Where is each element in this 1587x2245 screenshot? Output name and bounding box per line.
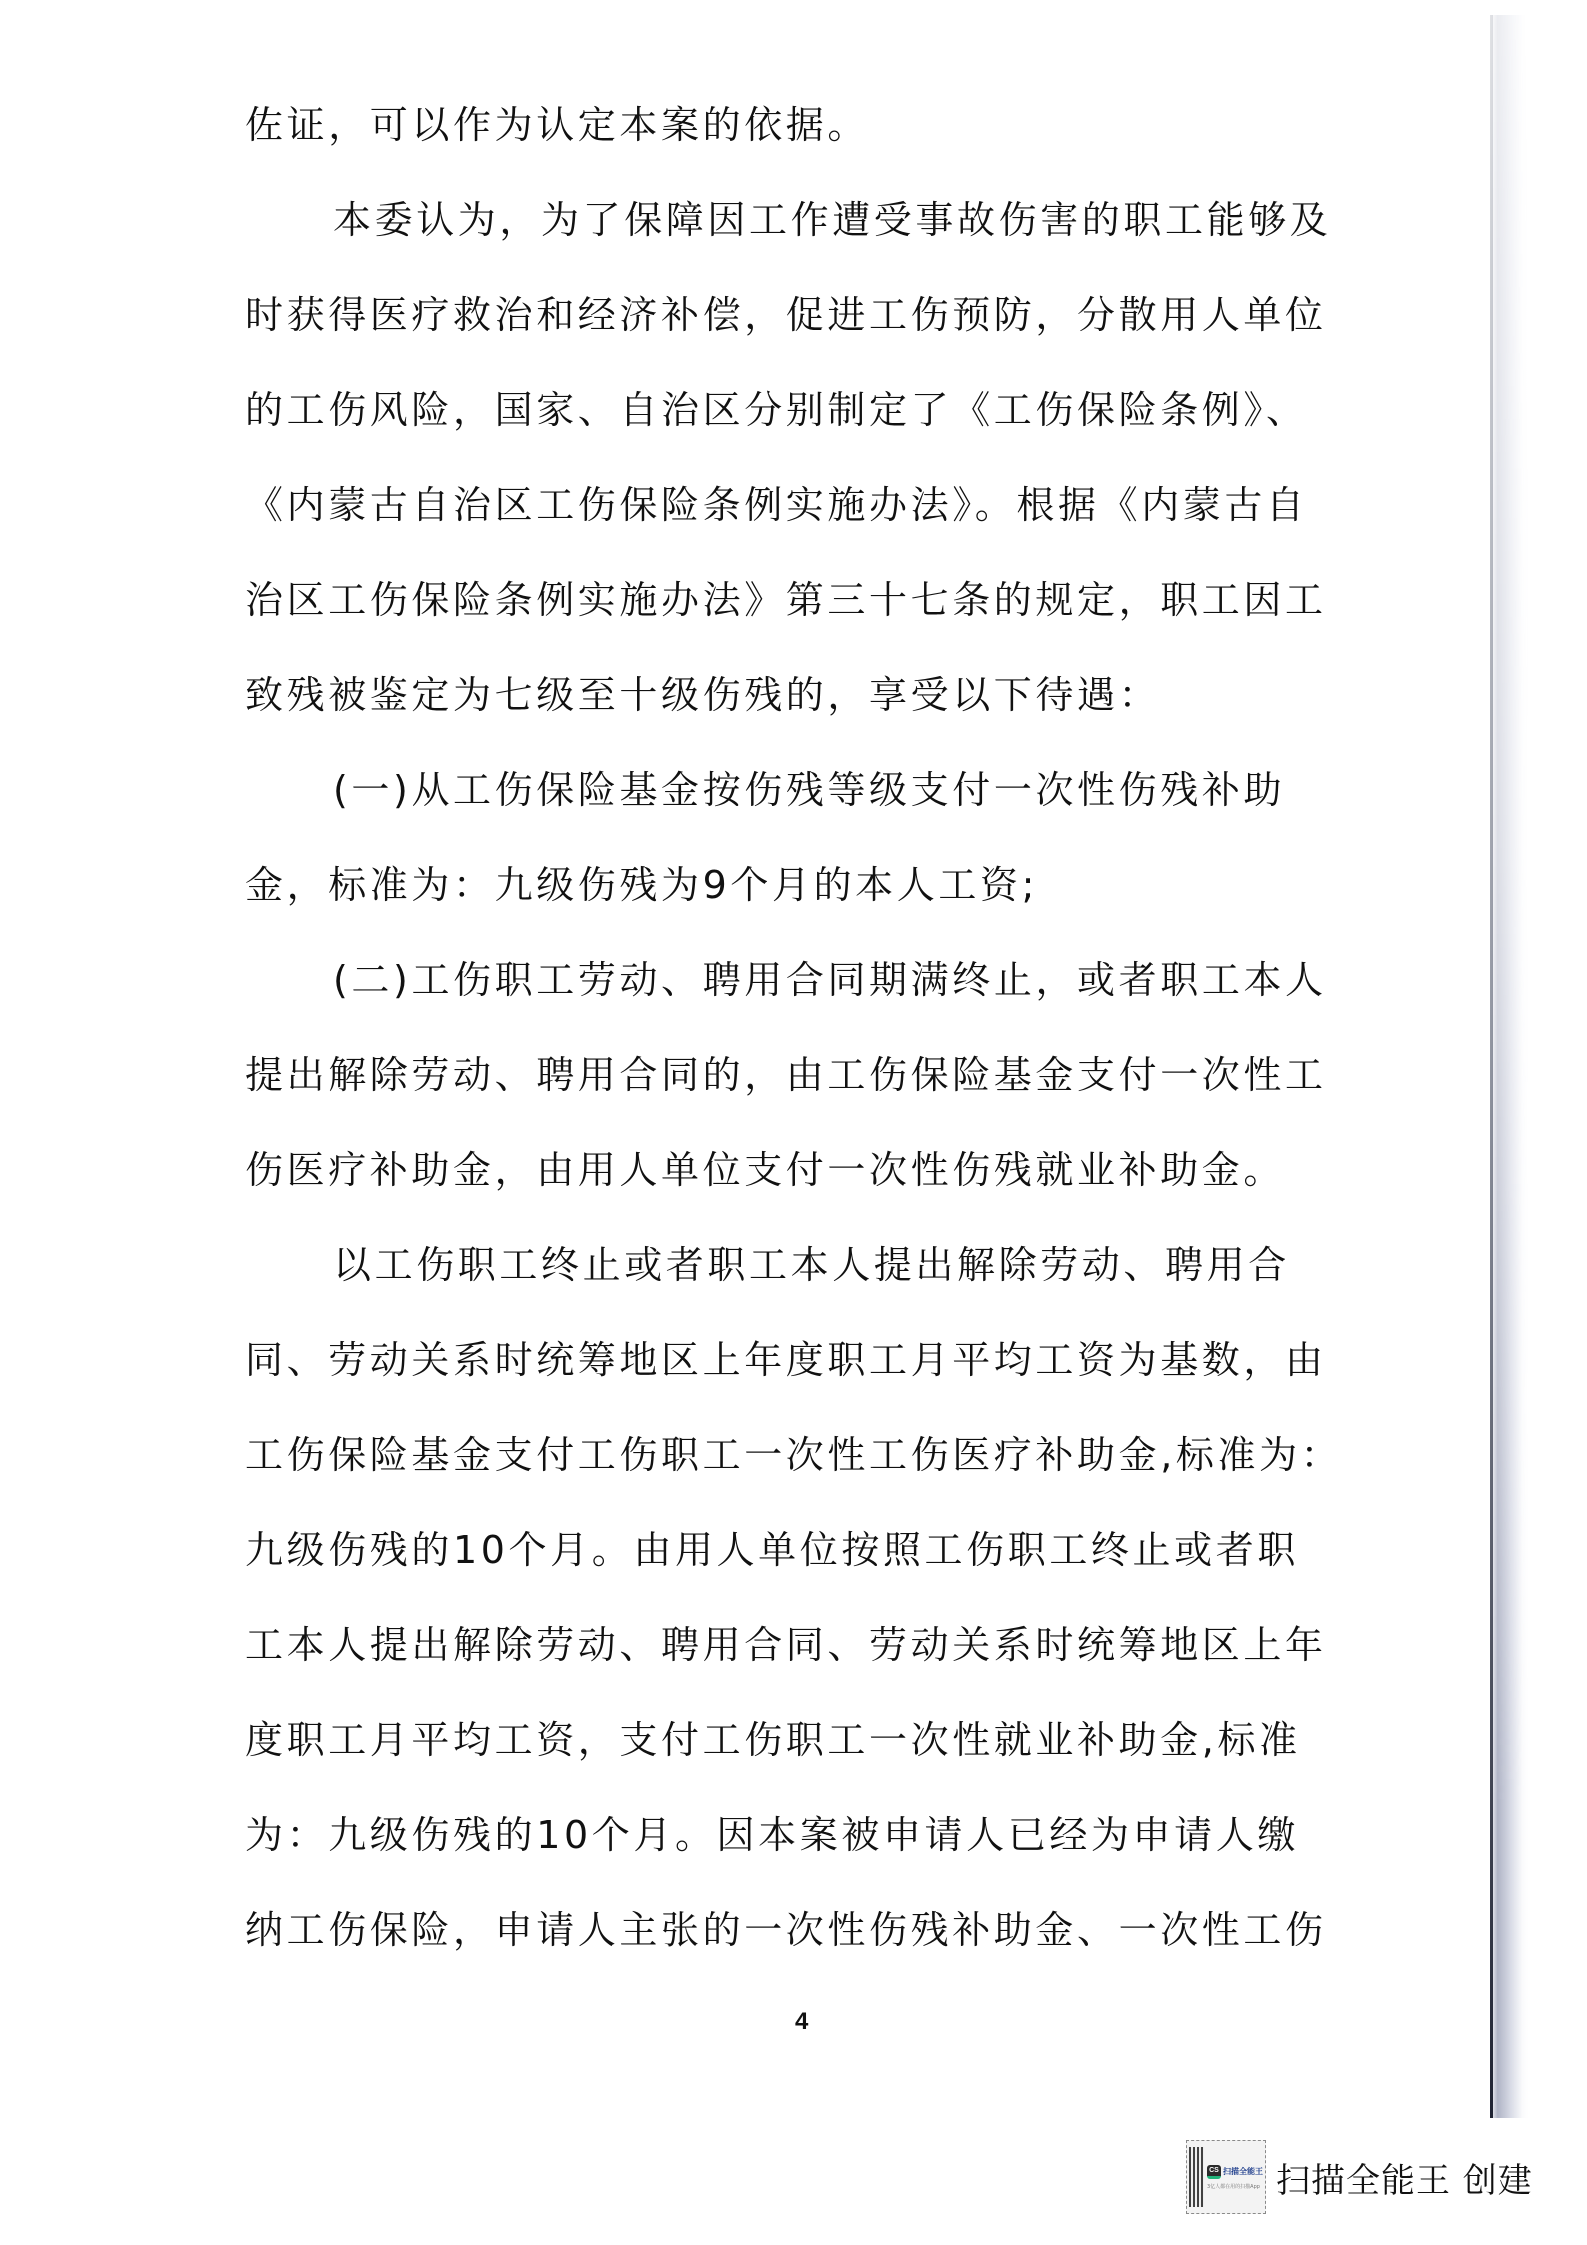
text-line: 工伤保险基金支付工伤职工一次性工伤医疗补助金,标准为： [245,1433,1343,1477]
text-line: 同、劳动关系时统筹地区上年度职工月平均工资为基数，由 [245,1338,1327,1382]
text-line: 度职工月平均工资，支付工伤职工一次性就业补助金,标准 [245,1718,1301,1762]
text-line: 提出解除劳动、聘用合同的，由工伤保险基金支付一次性工 [245,1053,1327,1097]
scanner-watermark [1186,2138,1533,2216]
text-line: 金，标准为：九级伤残为9个月的本人工资; [245,863,1038,907]
text-line: 的工伤风险，国家、自治区分别制定了《工伤保险条例》、 [245,388,1308,432]
text-line: 治区工伤保险条例实施办法》第三十七条的规定，职工因工 [245,578,1327,622]
page-edge-shadow [1490,15,1528,2118]
text-line: 伤医疗补助金，由用人单位支付一次性伤残就业补助金。 [245,1148,1286,1192]
watermark-text: 扫描全能王 创建 [1276,2160,1533,2201]
camscanner-badge [1186,2140,1266,2214]
text-line: 时获得医疗救治和经济补偿，促进工伤预防，分散用人单位 [245,293,1327,337]
camscanner-logo-icon: CS [1207,2165,1221,2179]
text-line: 以工伤职工终止或者职工本人提出解除劳动、聘用合 [333,1243,1290,1287]
text-line: (二)工伤职工劳动、聘用合同期满终止，或者职工本人 [333,958,1327,1002]
qr-code-icon [1189,2147,1204,2207]
page-edge-line [1490,15,1493,2118]
document-body [245,98,1375,1998]
text-line: 纳工伤保险，申请人主张的一次性伤残补助金、一次性工伤 [245,1908,1327,1952]
text-line: 九级伤残的10个月。由用人单位按照工伤职工终止或者职 [245,1528,1299,1572]
badge-app-name: 扫描全能王 [1223,2167,1263,2176]
text-line: 佐证，可以作为认定本案的依据。 [245,103,870,147]
text-line: 工本人提出解除劳动、聘用合同、劳动关系时统筹地区上年 [245,1623,1327,1667]
text-line: 致残被鉴定为七级至十级伤残的，享受以下待遇： [245,673,1161,717]
text-line: (一)从工伤保险基金按伤残等级支付一次性伤残补助 [333,768,1286,812]
text-line: 为：九级伤残的10个月。因本案被申请人已经为申请人缴 [245,1813,1299,1857]
page-number: 4 [795,2008,809,2035]
text-line: 《内蒙古自治区工伤保险条例实施办法》。根据《内蒙古自 [245,483,1308,527]
badge-tagline: 3亿人都在用的扫描App [1207,2183,1260,2190]
text-line: 本委认为，为了保障因工作遭受事故伤害的职工能够及 [333,198,1332,242]
